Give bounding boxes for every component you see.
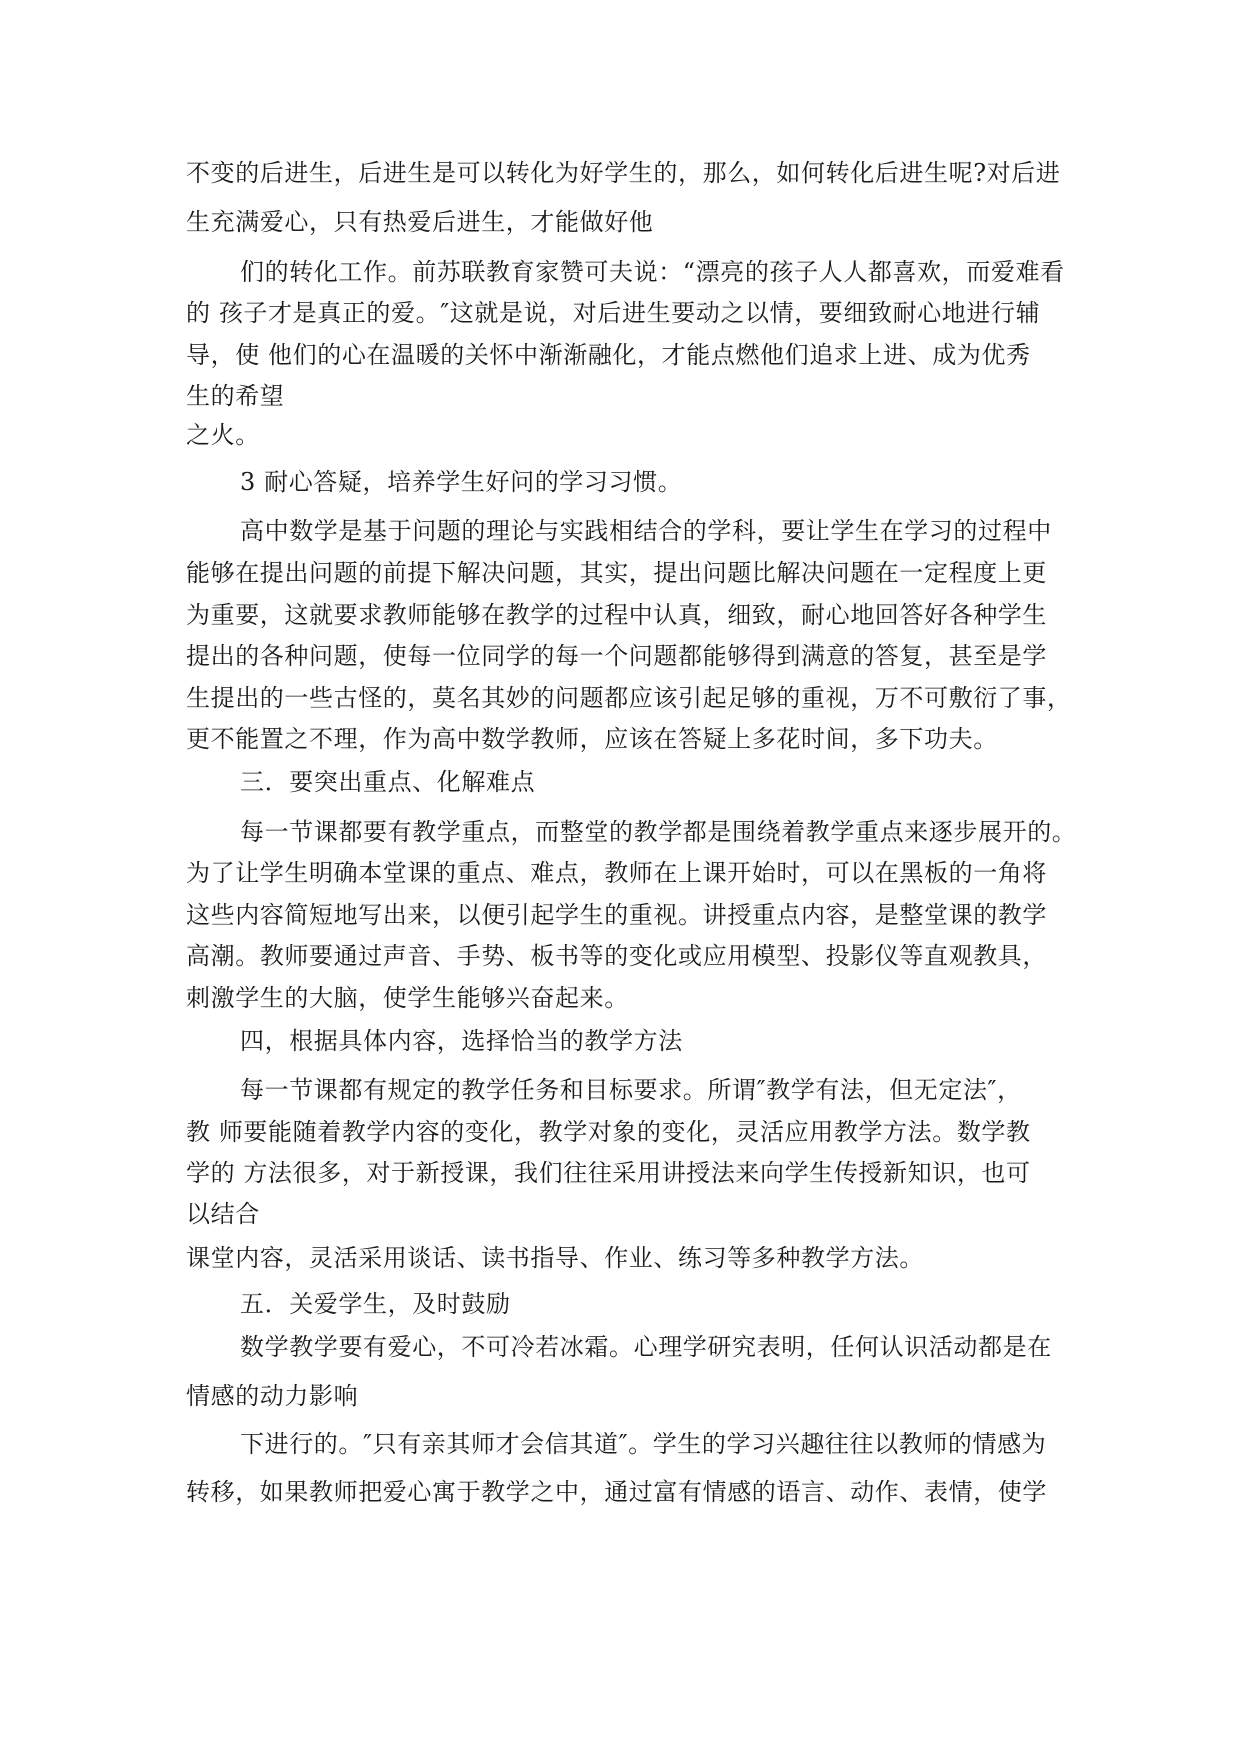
text-line-16: 每一节课都要有教学重点，而整堂的教学都是围绕着教学重点来逐步展开的。 xyxy=(240,818,1077,846)
text-line-3: 们的转化工作。前苏联教育家赞可夫说：“漂亮的孩子人人都喜欢，而爱难看 xyxy=(240,258,1065,286)
text-line-31: 转移，如果教师把爱心寓于教学之中，通过富有情感的语言、动作、表情，使学 xyxy=(186,1478,1047,1506)
text-line-13: 生提出的一些古怪的，莫名其妙的问题都应该引起足够的重视，万不可敷衍了事， xyxy=(186,684,1072,712)
text-line-6: 生的希望 xyxy=(186,382,285,410)
text-line-17: 为了让学生明确本堂课的重点、难点，教师在上课开始时，可以在黑板的一角将 xyxy=(186,859,1047,887)
text-line-7: 之火。 xyxy=(186,421,260,449)
text-line-23: 教 师要能随着教学内容的变化，教学对象的变化，灵活应用教学方法。数学教 xyxy=(186,1118,1031,1146)
text-line-28: 数学教学要有爱心，不可冷若冰霜。心理学研究表明，任何认识活动都是在 xyxy=(240,1333,1052,1361)
section-heading-five: 五．关爱学生，及时鼓励 xyxy=(240,1290,511,1318)
text-line-30: 下进行的。″只有亲其师才会信其道″。学生的学习兴趣往往以教师的情感为 xyxy=(240,1430,1047,1458)
text-line-2: 生充满爱心，只有热爱后进生，才能做好他 xyxy=(186,208,654,236)
text-line-26: 课堂内容，灵活采用谈话、读书指导、作业、练习等多种教学方法。 xyxy=(186,1244,924,1272)
text-line-4: 的 孩子才是真正的爱。″这就是说，对后进生要动之以情，要细致耐心地进行辅 xyxy=(186,299,1041,327)
text-line-11: 为重要，这就要求教师能够在教学的过程中认真，细致，耐心地回答好各种学生 xyxy=(186,601,1047,629)
text-line-14: 更不能置之不理，作为高中数学教师，应该在答疑上多花时间，多下功夫。 xyxy=(186,725,998,753)
text-line-5: 导，使 他们的心在温暖的关怀中渐渐融化，才能点燃他们追求上进、成为优秀 xyxy=(186,341,1031,369)
text-line-22: 每一节课都有规定的教学任务和目标要求。所谓″教学有法，但无定法″， xyxy=(240,1076,1022,1104)
text-line-20: 刺激学生的大脑，使学生能够兴奋起来。 xyxy=(186,984,629,1012)
text-line-29: 情感的动力影响 xyxy=(186,1382,359,1410)
text-line-1: 不变的后进生，后进生是可以转化为好学生的，那么，如何转化后进生呢?对后进 xyxy=(186,159,1061,187)
section-heading-four: 四，根据具体内容，选择恰当的教学方法 xyxy=(240,1027,683,1055)
text-line-12: 提出的各种问题，使每一位同学的每一个问题都能够得到满意的答复，甚至是学 xyxy=(186,642,1047,670)
text-line-24: 学的 方法很多，对于新授课，我们往往采用讲授法来向学生传授新知识，也可 xyxy=(186,1159,1031,1187)
text-line-18: 这些内容简短地写出来，以便引起学生的重视。讲授重点内容，是整堂课的教学 xyxy=(186,901,1047,929)
text-line-10: 能够在提出问题的前提下解决问题，其实，提出问题比解决问题在一定程度上更 xyxy=(186,559,1047,587)
section-heading-3: 3 耐心答疑，培养学生好问的学习习惯。 xyxy=(240,468,683,496)
section-heading-three: 三．要突出重点、化解难点 xyxy=(240,768,536,796)
text-line-9: 高中数学是基于问题的理论与实践相结合的学科，要让学生在学习的过程中 xyxy=(240,517,1052,545)
text-line-19: 高潮。教师要通过声音、手势、板书等的变化或应用模型、投影仪等直观教具， xyxy=(186,942,1047,970)
text-line-25: 以结合 xyxy=(186,1200,260,1228)
